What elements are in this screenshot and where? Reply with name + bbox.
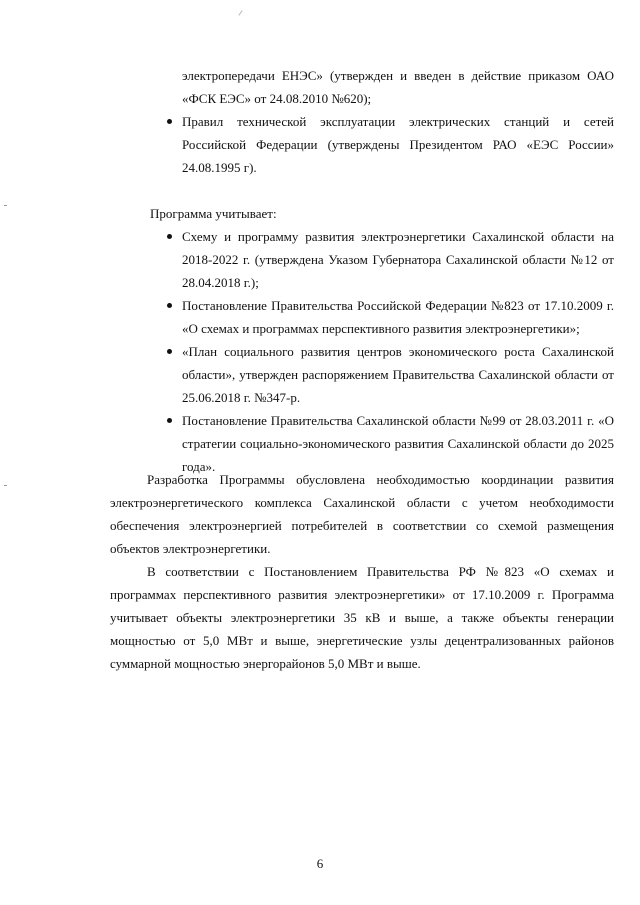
scan-tick — [4, 485, 7, 486]
bullet-icon — [167, 303, 172, 308]
list-item-text: Постановление Правительства Сахалинской области №99 от 28.03.2011 г. «О стратегии социально-экономического развития Сахалинской области до 2025 года». — [182, 413, 614, 474]
list-item — [182, 225, 614, 294]
paragraph: В соответствии с Постановлением Правительства РФ №823 «О схемах и программах перспективного развития электроэнергетики» от 17.10.2009 г. Программа учитывает объекты электроэнергетики 35 кВ и выше, а также объекты генерации мощностью от 5,0 МВт и выше, энергетические узлы децентрализованных районов суммарной мощностью энергорайонов 5,0 МВт и выше. — [110, 564, 614, 671]
bullet-icon — [167, 418, 172, 423]
list-item-text: Схему и программу развития электроэнергетики Сахалинской области на 2018-2022 г. (утверждена Указом Губернатора Сахалинской области №12 от 28.04.2018 г.); — [182, 229, 614, 290]
list-item — [182, 294, 614, 340]
scan-mark — [238, 10, 242, 15]
continued-list-item: электропередачи ЕНЭС» (утвержден и введен в действие приказом ОАО «ФСК ЕЭС» от 24.08.2010 №620); — [182, 68, 614, 106]
page-number: 6 — [316, 856, 324, 871]
bullet-icon — [167, 349, 172, 354]
list-item — [182, 110, 614, 179]
paragraph: Разработка Программы обусловлена необходимостью координации развития электроэнергетического комплекса Сахалинской области с учетом необходимости обеспечения электроэнергией потребителей в соответствии со схемой размещения объектов электроэнергетики. — [110, 472, 614, 556]
bullet-icon — [167, 119, 172, 124]
list-item — [182, 340, 614, 409]
intro-text: Программа учитывает: — [150, 206, 277, 221]
list-item-text: Правил технической эксплуатации электрических станций и сетей Российской Федерации (утверждены Президентом РАО «ЕЭС России» 24.08.1995 г). — [182, 114, 614, 175]
scan-tick — [4, 205, 7, 206]
bullet-icon — [167, 234, 172, 239]
list-item-text: «План социального развития центров экономического роста Сахалинской области», утвержден распоряжением Правительства Сахалинской области от 25.06.2018 г. №347-р. — [182, 344, 614, 405]
list-item-text: Постановление Правительства Российской Федерации №823 от 17.10.2009 г. «О схемах и программах перспективного развития электроэнергетики»; — [182, 298, 614, 336]
